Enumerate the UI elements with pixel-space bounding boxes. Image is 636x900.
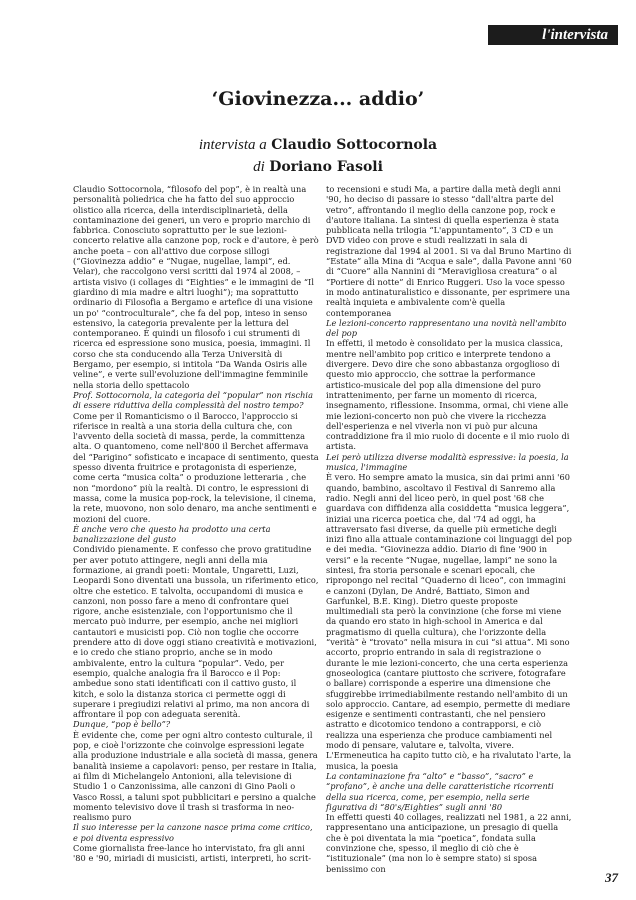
author-name: Doriano Fasoli: [269, 159, 383, 175]
page-number: 37: [605, 870, 618, 885]
interview-question: La contaminazione fra “alto” e “basso”, “sacro” e “profano”, è anche una delle caratteristiche ricorrenti della sua ricerca, come, per esempio, nella serie figurativa di “80's/Eighties” sugli anni '80: [326, 770, 554, 812]
right-column: [326, 184, 572, 874]
interview-question: Dunque, “pop è bello”?: [73, 719, 171, 730]
left-column: [73, 184, 319, 864]
body-paragraph: Come per il Romanticismo o il Barocco, l'approccio si riferisce in realtà a una storia della cultura che, con l'avvento della società di massa, perde, la committenza alta. O quantomeno, come nell'800 il Berchet affermava del “Parigino” sofisticato e incapace di sentimento, questa spesso diventa fruitrice e protagonista di esperienze, come certa “musica colta” o produzione letteraria , che non “mordono” più la realtà. Di contro, le espressioni di massa, come la musica pop-rock, la televisione, il cinema, la rete, muovono, non solo denaro, ma anche sentimenti e mozioni del cuore.: [73, 410, 319, 524]
interview-question: Lei però utilizza diverse modalità espressive: la poesia, la musica, l'immagine: [326, 451, 569, 473]
interview-question: Le lezioni-concerto rappresentano una novità nell'ambito del pop: [326, 317, 567, 339]
body-paragraph: Claudio Sottocornola, “filosofo del pop”, è in realtà una personalità poliedrica che ha fatto del suo approccio olistico alla ricerca, della interdisciplinarietà, della contaminazione dei generi, un vero e proprio marchio di fabbrica. Conosciuto soprattutto per le sue lezioni-concerto relative alla canzone pop, rock e d'autore, è però anche poeta – con all'attivo due corpose sillogi (“Giovinezza addio” e “Nugae, nugellae, lampi”, ed. Velar), che raccolgono versi scritti dal 1974 al 2008, – artista visivo (i collages di “Eighties” e le immagini de “Il giardino di mia madre e altri luoghi”); ma soprattutto ordinario di Filosofia a Bergamo e artefice di una visione un po' “controculturale”, che fa del pop, inteso in senso estensivo, la categoria prevalente per la lettura del contemporaneo. È quindi un filosofo i cui strumenti di ricerca ed espressione sono musica, poesia, immagini. Il corso che sta conducendo alla Terza Università di Bergamo, per esempio, si intitola “Da Wanda Osiris alle veline”, e verte sull'evoluzione dell'immagine femminile nella storia dello spettacolo: [73, 184, 319, 390]
section-tag: [488, 25, 618, 45]
byline-prefix: di: [253, 159, 265, 175]
body-paragraph: È vero. Ho sempre amato la musica, sin dai primi anni '60 quando, bambino, ascoltavo il Festival di Sanremo alla radio. Negli anni del liceo però, in quel post '68 che guardava con diffidenza alla cosiddetta “musica leggera”, iniziai una ricerca poetica che, dal '74 ad oggi, ha attraversato fasi diverse, da quelle più ermetiche degli inizi fino alla attuale contaminazione coi linguaggi del pop e dei media. “Giovinezza addio. Diario di fine '900 in versi” e la recente “Nugae, nugellae, lampi” ne sono la sintesi, fra storia personale e scenari epocali, che ripropongo nel recital “Quaderno di liceo”, con immagini e canzoni (Dylan, De André, Battiato, Simon and Garfunkel, B.E. King). Dietro queste proposte multimediali sta però la convinzione (che forse mi viene da quando ero stato in high-school in America e dal pragmatismo di quella cultura), che l'orizzonte della “verità” è “trovato” nella misura in cui “si attua”. Mi sono accorto, proprio entrando in sala di registrazione o durante le mie lezioni-concerto, che una certa esperienza gnoseologica (cantare piuttosto che scrivere, fotografare o ballare) corrisponde a esperire una dimensione che sfuggirebbe irrimediabilmente restando nell'ambito di un solo approccio. Cantare, ad esempio, permette di mediare esigenze e sentimenti contrastanti, che nel pensiero astratto e dicotomico tendono a contrapporsi, e ciò realizza una esperienza che produce cambiamenti nel modo di pensare, valutare e, talvolta, vivere. L'Ermeneutica ha capito tutto ciò, e ha rivalutato l'arte, la musica, la poesia: [326, 472, 572, 771]
byline: [0, 159, 636, 176]
body-paragraph: Condivido pienamente. E confesso che provo gratitudine per aver potuto attingere, negli anni della mia formazione, ai grandi poeti: Montale, Ungaretti, Luzi, Leopardi Sono diventati una bussola, un riferimento etico, oltre che estetico. E talvolta, occupandomi di musica e canzoni, non posso fare a meno di confrontare quei rigore, anche esistenziale, con l'opportunismo che il mercato può indurre, per esempio, anche nei migliori cantautori e musicisti pop. Ciò non toglie che occorre prendere atto di dove oggi stiano creatività e motivazioni, e io credo che stiano proprio, anche se in modo ambivalente, entro la cultura “popular”. Vedo, per esempio, qualche analogia fra il Barocco e il Pop: ambedue sono stati identificati con il cattivo gusto, il kitch, e solo la distanza storica ci permette oggi di superare i pregiudizi relativi al primo, ma non ancora di affrontare il pop con adeguata serenità.: [73, 544, 319, 720]
article-subtitle: [0, 137, 636, 154]
body-paragraph: In effetti questi 40 collages, realizzati nel 1981, a 22 anni, rappresentano una anticipazione, un presagio di quella che è poi diventata la mia “poetica”, fondata sulla convinzione che, spesso, il meglio di ciò che è “istituzionale” (ma non lo è sempre stato) si sposa benissimo con: [326, 812, 572, 874]
article-title: ‘Giovinezza... addio’: [211, 88, 425, 110]
interview-question: È anche vero che questo ha prodotto una certa banalizzazione del gusto: [73, 523, 271, 545]
interview-question: Il suo interesse per la canzone nasce prima come critico, e poi diventa espressivo: [73, 822, 313, 843]
body-paragraph: to recensioni e studi Ma, a partire dalla metà degli anni '90, ho deciso di passare io stesso “dall'altra parte del vetro”, affrontando il meglio della canzone pop, rock e d'autore italiana. La sintesi di quella esperienza è stata pubblicata nella trilogia “L'appuntamento”, 3 CD e un DVD video con prove e studi realizzati in sala di registrazione dal 1994 al 2001. Si va dal Bruno Martino di “Estate” alla Mina di “Acqua e sale”, dalla Pavone anni '60 di “Cuore” alla Nannini di “Meravigliosa creatura” o al “Portiere di notte” di Enrico Ruggeri. Uso la voce spesso in modo antinaturalistico e dissonante, per esprimere una realtà inquieta e ambivalente com'è quella contemporanea: [326, 184, 572, 318]
body-paragraph: Come giornalista free-lance ho intervistato, fra gli anni '80 e '90, miriadi di musicisti, artisti, interpreti, ho scrit-: [73, 843, 312, 864]
section-tag-label: l'intervista: [542, 27, 608, 43]
body-paragraph: In effetti, il metodo è consolidato per la musica classica, mentre nell'ambito pop critico e interprete tendono a divergere. Devo dire che sono abbastanza orgoglioso di questo mio approccio, che sottrae la performance artistico-musicale del pop alla dimensione del puro intrattenimento, per farne un momento di ricerca, insegnamento, riflessione. Insomma, ormai, chi viene alle mie lezioni-concerto non può che vivere la ricchezza dell'esperienza e nel viverla non vi può pur alcuna contraddizione fra il mio ruolo di docente e il mio ruolo di artista.: [326, 338, 570, 452]
interviewee-name: Claudio Sottocornola: [271, 137, 438, 153]
interview-question: Prof. Sottocornola, la categoria del “popular” non rischia di essere riduttiva della complessità del nostro tempo?: [73, 389, 314, 411]
subtitle-prefix: intervista a: [198, 137, 267, 153]
body-paragraph: È evidente che, come per ogni altro contesto culturale, il pop, e cioè l'orizzonte che coinvolge espressioni legate alla produzione industriale e alla società di massa, genera banalità insieme a capolavori: penso, per restare in Italia, ai film di Michelangelo Antonioni, alla televisione di Studio 1 o Canzonissima, alle canzoni di Gino Paoli o Vasco Rossi, a taluni spot pubblicitari e persino a qualche momento televisivo dove il trash si trasforma in neo-realismo puro: [73, 729, 318, 823]
